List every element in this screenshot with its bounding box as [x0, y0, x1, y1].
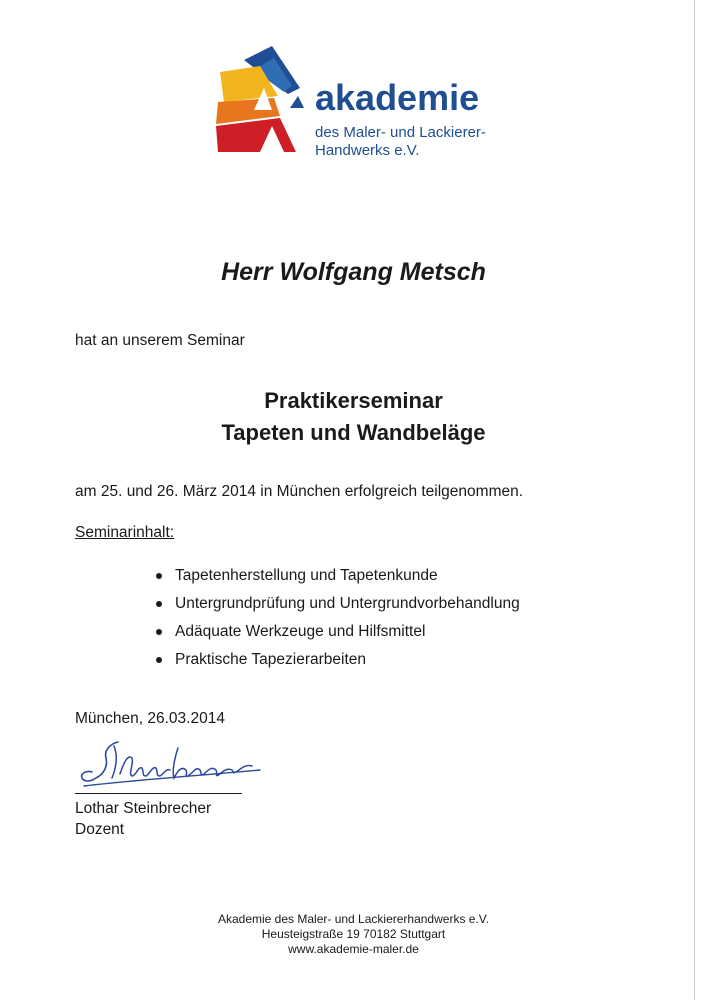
- list-item-label: Tapetenherstellung und Tapetenkunde: [175, 567, 438, 584]
- completion-text: am 25. und 26. März 2014 in München erfolgreich teilgenommen.: [75, 483, 524, 500]
- footer-address: [0, 912, 707, 957]
- bullet-icon: [156, 573, 162, 579]
- content-heading: Seminarinhalt:: [75, 524, 175, 541]
- list-item: [150, 646, 520, 674]
- place-date: München, 26.03.2014: [75, 710, 225, 727]
- akademie-logo: [214, 46, 504, 158]
- scan-edge-line: [694, 0, 695, 1000]
- lead-text: hat an unserem Seminar: [75, 332, 245, 349]
- signer-role: Dozent: [75, 821, 125, 838]
- footer-line3: www.akademie-maler.de: [288, 942, 419, 956]
- list-item: [150, 562, 520, 590]
- logo-mark-icon: [214, 46, 310, 154]
- handwritten-signature: [74, 734, 264, 794]
- list-item: [150, 618, 520, 646]
- list-item: [150, 590, 520, 618]
- list-item-label: Untergrundprüfung und Untergrundvorbehandlung: [175, 595, 520, 612]
- logo-subtitle-line1: des Maler- und Lackierer-: [315, 124, 486, 141]
- footer-line1: Akademie des Maler- und Lackiererhandwerks e.V.: [217, 912, 490, 926]
- content-list: [150, 562, 520, 674]
- recipient-name: Herr Wolfgang Metsch: [221, 258, 486, 286]
- bullet-icon: [156, 657, 162, 663]
- seminar-title-line1: Praktikerseminar: [264, 388, 443, 413]
- bullet-icon: [156, 629, 162, 635]
- list-item-label: Praktische Tapezierarbeiten: [175, 651, 366, 668]
- signer-name: Lothar Steinbrecher: [75, 800, 212, 817]
- signature-line: [75, 793, 242, 794]
- bullet-icon: [156, 601, 162, 607]
- logo-subtitle-line2: Handwerks e.V.: [315, 142, 420, 159]
- footer-line2: Heusteigstraße 19 70182 Stuttgart: [261, 927, 446, 941]
- seminar-title-line2: Tapeten und Wandbeläge: [221, 420, 486, 445]
- logo-wordmark: akademie: [315, 77, 480, 118]
- list-item-label: Adäquate Werkzeuge und Hilfsmittel: [175, 623, 426, 640]
